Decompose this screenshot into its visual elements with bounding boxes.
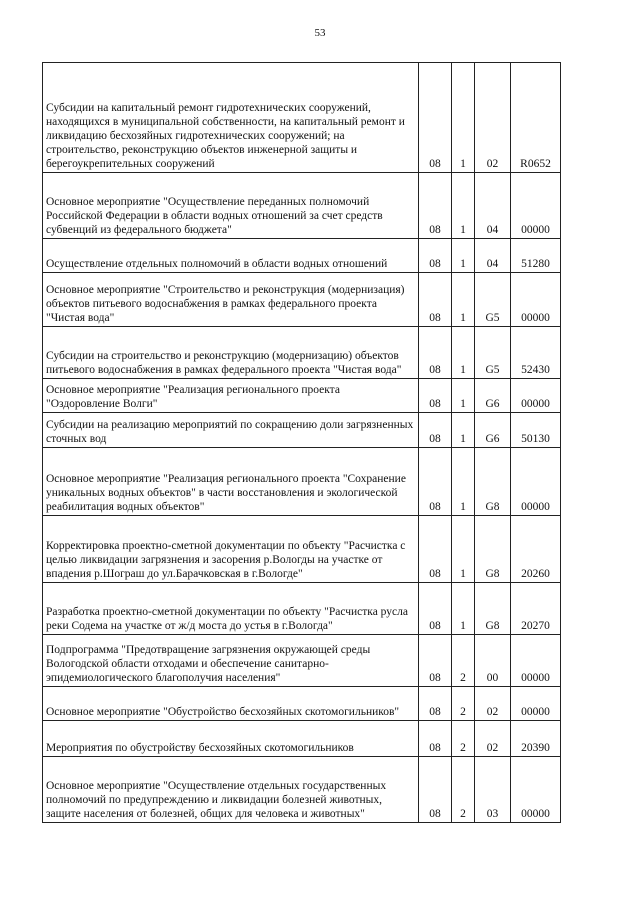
code-event: G8 [475,583,511,635]
code-direction: 00000 [511,635,561,687]
row-name: Осуществление отдельных полномочий в области водных отношений [43,239,419,273]
code-section: 08 [419,63,452,173]
code-subprogram: 1 [452,583,475,635]
table-row [43,327,561,379]
code-subprogram: 2 [452,635,475,687]
code-section: 08 [419,583,452,635]
code-event: G8 [475,448,511,516]
code-section: 08 [419,379,452,413]
table-row [43,273,561,327]
code-subprogram: 1 [452,273,475,327]
row-name: Корректировка проектно-сметной документации по объекту "Расчистка с целью ликвидации загрязнения и засорения р.Вологды на участке от впадения р.Шограш до ул.Барачковская в г.Вологде" [43,516,419,583]
code-subprogram: 2 [452,721,475,757]
table-row [43,448,561,516]
code-event: 02 [475,721,511,757]
table-row [43,721,561,757]
code-subprogram: 1 [452,413,475,448]
row-name: Субсидии на капитальный ремонт гидротехнических сооружений, находящихся в муниципальной собственности, на капитальный ремонт и ликвидацию бесхозяйных гидротехнических сооружений; на строительство, реконструкцию объектов инженерной защиты и берегоукрепительных сооружений [43,63,419,173]
code-direction: 00000 [511,687,561,721]
table-row [43,239,561,273]
table-row [43,379,561,413]
table-row [43,757,561,823]
table-row [43,173,561,239]
row-name: Основное мероприятие "Реализация регионального проекта "Оздоровление Волги" [43,379,419,413]
code-direction: 00000 [511,448,561,516]
row-name: Основное мероприятие "Осуществление отдельных государственных полномочий по предупреждению и ликвидации болезней животных, защите населения от болезней, общих для человека и животных" [43,757,419,823]
code-event: 02 [475,63,511,173]
code-subprogram: 1 [452,173,475,239]
code-direction: 51280 [511,239,561,273]
code-section: 08 [419,516,452,583]
code-section: 08 [419,448,452,516]
code-direction: 00000 [511,273,561,327]
code-event: G8 [475,516,511,583]
code-event: 04 [475,239,511,273]
row-name: Разработка проектно-сметной документации по объекту "Расчистка русла реки Содема на участке от ж/д моста до устья в г.Вологда" [43,583,419,635]
page-number: 53 [314,27,326,39]
code-subprogram: 2 [452,687,475,721]
code-subprogram: 1 [452,239,475,273]
code-section: 08 [419,757,452,823]
code-direction: 00000 [511,757,561,823]
row-name: Основное мероприятие "Реализация регионального проекта "Сохранение уникальных водных объектов" в части восстановления и экологической реабилитация водных объектов" [43,448,419,516]
code-direction: R0652 [511,63,561,173]
table-row [43,63,561,173]
code-section: 08 [419,239,452,273]
row-name: Субсидии на реализацию мероприятий по сокращению доли загрязненных сточных вод [43,413,419,448]
row-name: Мероприятия по обустройству бесхозяйных скотомогильников [43,721,419,757]
code-subprogram: 1 [452,379,475,413]
code-subprogram: 1 [452,63,475,173]
code-event: 00 [475,635,511,687]
row-name: Основное мероприятие "Обустройство бесхозяйных скотомогильников" [43,687,419,721]
code-subprogram: 1 [452,327,475,379]
code-direction: 00000 [511,173,561,239]
code-subprogram: 1 [452,448,475,516]
code-subprogram: 2 [452,757,475,823]
row-name: Основное мероприятие "Осуществление переданных полномочий Российской Федерации в области водных отношений за счет средств субвенций из федерального бюджета" [43,173,419,239]
code-section: 08 [419,273,452,327]
budget-table [42,62,561,823]
code-event: G5 [475,327,511,379]
row-name: Субсидии на строительство и реконструкцию (модернизацию) объектов питьевого водоснабжения в рамках федерального проекта "Чистая вода" [43,327,419,379]
row-name: Подпрограмма "Предотвращение загрязнения окружающей среды Вологодской области отходами и обеспечение санитарно-эпидемиологического благополучия населения" [43,635,419,687]
code-event: 03 [475,757,511,823]
row-name: Основное мероприятие "Строительство и реконструкция (модернизация) объектов питьевого водоснабжения в рамках федерального проекта "Чистая вода" [43,273,419,327]
code-direction: 20390 [511,721,561,757]
code-direction: 20270 [511,583,561,635]
code-event: G6 [475,379,511,413]
code-event: 04 [475,173,511,239]
code-event: G5 [475,273,511,327]
code-subprogram: 1 [452,516,475,583]
code-section: 08 [419,687,452,721]
code-direction: 50130 [511,413,561,448]
table-row [43,687,561,721]
code-section: 08 [419,721,452,757]
code-direction: 20260 [511,516,561,583]
table-row [43,516,561,583]
code-direction: 52430 [511,327,561,379]
code-section: 08 [419,413,452,448]
code-section: 08 [419,635,452,687]
code-section: 08 [419,173,452,239]
table-row [43,583,561,635]
code-section: 08 [419,327,452,379]
table-row [43,635,561,687]
code-event: 02 [475,687,511,721]
code-event: G6 [475,413,511,448]
table-row [43,413,561,448]
code-direction: 00000 [511,379,561,413]
